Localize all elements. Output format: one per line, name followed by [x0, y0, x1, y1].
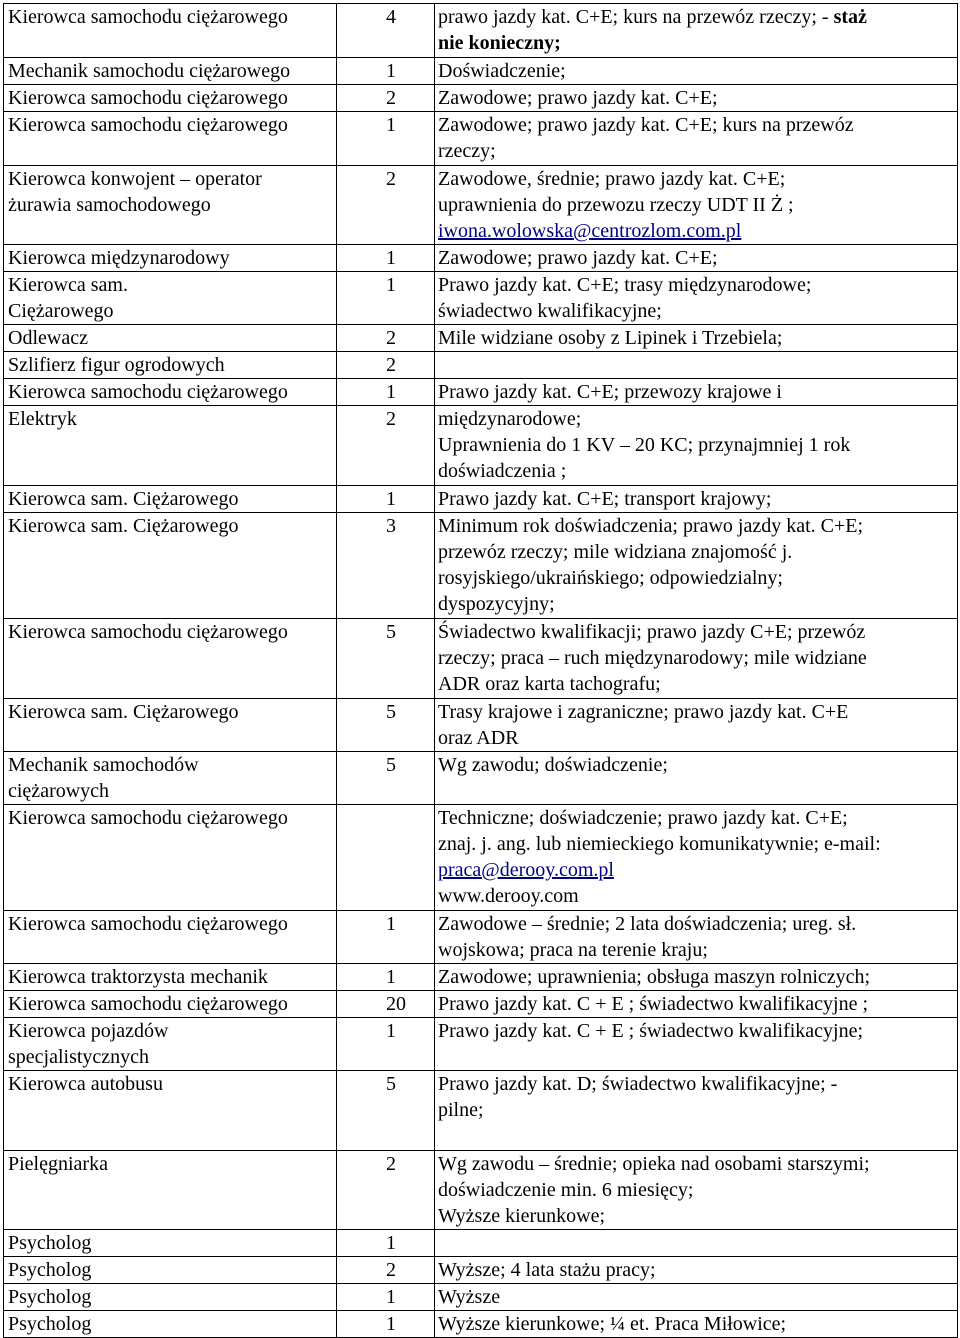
- table-row: [4, 513, 958, 619]
- table-row: [4, 911, 958, 964]
- requirement-line: Techniczne; doświadczenie; prawo jazdy kat. C+E;: [438, 807, 848, 829]
- position-count: 1: [386, 1232, 396, 1254]
- table-row: [4, 1230, 958, 1257]
- table-row: [4, 486, 958, 513]
- position-count-cell: [337, 1230, 435, 1257]
- job-title: Kierowca pojazdów: [8, 1020, 169, 1042]
- position-count: 3: [386, 515, 396, 537]
- requirements-cell: [435, 964, 958, 991]
- table-row: [4, 752, 958, 805]
- job-title-cell: [4, 1071, 337, 1151]
- position-count: 1: [386, 1313, 396, 1335]
- requirements-cell: [435, 991, 958, 1018]
- position-count-cell: [337, 1071, 435, 1151]
- table-row: [4, 85, 958, 112]
- table-row: [4, 352, 958, 379]
- requirement-line: Trasy krajowe i zagraniczne; prawo jazdy kat. C+E: [438, 701, 849, 723]
- requirements-cell: [435, 379, 958, 406]
- job-title: Pielęgniarka: [8, 1153, 108, 1175]
- job-title-cell: [4, 406, 337, 486]
- requirement-line: znaj. j. ang. lub niemieckiego komunikatywnie; e-mail:: [438, 833, 881, 855]
- requirements-cell: [435, 1284, 958, 1311]
- position-count-cell: [337, 991, 435, 1018]
- position-count: 2: [386, 1259, 396, 1281]
- position-count: 2: [386, 87, 396, 109]
- requirement-line: Zawodowe – średnie; 2 lata doświadczenia; ureg. sł.: [438, 913, 857, 935]
- table-row: [4, 406, 958, 486]
- requirement-line: międzynarodowe;: [438, 408, 582, 430]
- position-count-cell: [337, 1151, 435, 1230]
- job-title: Kierowca traktorzysta mechanik: [8, 966, 268, 988]
- requirement-line: oraz ADR: [438, 727, 519, 749]
- position-count: 2: [386, 1153, 396, 1175]
- position-count-cell: [337, 752, 435, 805]
- position-count-cell: [337, 4, 435, 58]
- table-row: [4, 245, 958, 272]
- job-title: Psycholog: [8, 1259, 92, 1281]
- job-offers-table: [3, 3, 958, 1338]
- requirement-line: rzeczy;: [438, 140, 496, 162]
- requirement-line: Prawo jazdy kat. C + E ; świadectwo kwalifikacyjne;: [438, 1020, 864, 1042]
- requirement-line: świadectwo kwalifikacyjne;: [438, 300, 662, 322]
- position-count: 2: [386, 408, 396, 430]
- position-count-cell: [337, 325, 435, 352]
- job-title: Kierowca samochodu ciężarowego: [8, 381, 288, 403]
- requirement-line: Prawo jazdy kat. C + E ; świadectwo kwalifikacyjne ;: [438, 993, 869, 1015]
- requirement-line: ADR oraz karta tachografu;: [438, 673, 661, 695]
- position-count: 1: [386, 381, 396, 403]
- job-title: Kierowca międzynarodowy: [8, 247, 230, 269]
- table-row: [4, 166, 958, 245]
- requirement-line: Zawodowe; prawo jazdy kat. C+E;: [438, 87, 718, 109]
- position-count-cell: [337, 85, 435, 112]
- table-row: [4, 112, 958, 166]
- requirement-line: rosyjskiego/ukraińskiego; odpowiedzialny;: [438, 567, 783, 589]
- job-title-cell: [4, 1311, 337, 1338]
- job-title: Kierowca samochodu ciężarowego: [8, 913, 288, 935]
- requirement-line: doświadczenia ;: [438, 460, 567, 482]
- position-count-cell: [337, 379, 435, 406]
- job-title-cell: [4, 85, 337, 112]
- requirement-line: Wyższe: [438, 1286, 501, 1308]
- position-count-cell: [337, 245, 435, 272]
- table-row: [4, 58, 958, 85]
- job-title-cell: [4, 4, 337, 58]
- table-row: [4, 1071, 958, 1151]
- requirements-cell: [435, 85, 958, 112]
- requirements-cell: [435, 245, 958, 272]
- requirements-cell: [435, 272, 958, 325]
- table-row: [4, 619, 958, 699]
- job-title-cell: [4, 699, 337, 752]
- requirement-line: Prawo jazdy kat. D; świadectwo kwalifikacyjne; -: [438, 1073, 838, 1095]
- requirement-line: wojskowa; praca na terenie kraju;: [438, 939, 708, 961]
- requirement-line: Prawo jazdy kat. C+E; przewozy krajowe i: [438, 381, 782, 403]
- position-count-cell: [337, 1311, 435, 1338]
- job-title: Kierowca sam.: [8, 274, 128, 296]
- job-title-cell: [4, 805, 337, 911]
- requirements-cell: [435, 911, 958, 964]
- table-row: [4, 379, 958, 406]
- position-count: 5: [386, 1073, 396, 1095]
- requirement-line: Uprawnienia do 1 KV – 20 KC; przynajmniej 1 rok: [438, 434, 851, 456]
- position-count: 1: [386, 913, 396, 935]
- requirements-cell: [435, 513, 958, 619]
- position-count: 1: [386, 247, 396, 269]
- requirement-line: Minimum rok doświadczenia; prawo jazdy kat. C+E;: [438, 515, 864, 537]
- position-count-cell: [337, 166, 435, 245]
- position-count-cell: [337, 964, 435, 991]
- table-row: [4, 964, 958, 991]
- job-title-cell: [4, 379, 337, 406]
- table-row: [4, 699, 958, 752]
- requirements-cell: [435, 699, 958, 752]
- job-title: Kierowca samochodu ciężarowego: [8, 87, 288, 109]
- job-title-cell: [4, 964, 337, 991]
- job-title-cell: [4, 911, 337, 964]
- position-count-cell: [337, 112, 435, 166]
- job-title: Psycholog: [8, 1232, 92, 1254]
- job-title: żurawia samochodowego: [8, 194, 211, 216]
- position-count: 1: [386, 60, 396, 82]
- requirement-line: Prawo jazdy kat. C+E; transport krajowy;: [438, 488, 772, 510]
- job-title-cell: [4, 486, 337, 513]
- position-count: 1: [386, 488, 396, 510]
- requirements-cell: [435, 752, 958, 805]
- job-title-cell: [4, 991, 337, 1018]
- job-title: Kierowca autobusu: [8, 1073, 163, 1095]
- requirement-line: Wyższe kierunkowe; ¼ et. Praca Miłowice;: [438, 1313, 787, 1335]
- table-row: [4, 991, 958, 1018]
- job-title-cell: [4, 1257, 337, 1284]
- job-title: Kierowca sam. Ciężarowego: [8, 701, 239, 723]
- job-title: Kierowca sam. Ciężarowego: [8, 488, 239, 510]
- position-count: 1: [386, 1020, 396, 1042]
- requirements-cell: [435, 1257, 958, 1284]
- position-count-cell: [337, 805, 435, 911]
- table-row: [4, 805, 958, 911]
- requirement-line: pilne;: [438, 1099, 484, 1121]
- position-count-cell: [337, 699, 435, 752]
- requirement-line: Wg zawodu – średnie; opieka nad osobami starszymi;: [438, 1153, 870, 1175]
- requirement-bold-text: staż: [833, 6, 867, 28]
- job-title: ciężarowych: [8, 780, 110, 802]
- job-title: Odlewacz: [8, 327, 88, 349]
- requirement-line: Wg zawodu; doświadczenie;: [438, 754, 668, 776]
- email-link[interactable]: praca@derooy.com.pl: [438, 859, 614, 881]
- requirements-cell: [435, 1311, 958, 1338]
- requirements-cell: [435, 1151, 958, 1230]
- requirement-line: doświadczenie min. 6 miesięcy;: [438, 1179, 694, 1201]
- position-count-cell: [337, 1257, 435, 1284]
- requirement-line: Wyższe kierunkowe;: [438, 1205, 606, 1227]
- requirement-line: Zawodowe; uprawnienia; obsługa maszyn rolniczych;: [438, 966, 871, 988]
- job-title-cell: [4, 1151, 337, 1230]
- website-text: www.derooy.com: [438, 885, 579, 907]
- job-title-cell: [4, 245, 337, 272]
- requirement-line: Prawo jazdy kat. C+E; trasy międzynarodowe;: [438, 274, 812, 296]
- job-title: Kierowca samochodu ciężarowego: [8, 807, 288, 829]
- requirements-cell: [435, 4, 958, 58]
- requirement-line: przewóz rzeczy; mile widziana znajomość j.: [438, 541, 793, 563]
- requirements-cell: [435, 1230, 958, 1257]
- email-link[interactable]: iwona.wolowska@centrozlom.com.pl: [438, 220, 742, 242]
- requirement-bold-text: nie konieczny;: [438, 32, 561, 54]
- job-title: Szlifierz figur ogrodowych: [8, 354, 225, 376]
- position-count: 1: [386, 274, 396, 296]
- job-title: Psycholog: [8, 1313, 92, 1335]
- position-count: 1: [386, 114, 396, 136]
- requirements-cell: [435, 486, 958, 513]
- job-title: Kierowca samochodu ciężarowego: [8, 621, 288, 643]
- position-count: 5: [386, 701, 396, 723]
- position-count: 2: [386, 354, 396, 376]
- job-title: Kierowca samochodu ciężarowego: [8, 114, 288, 136]
- table-row: [4, 1257, 958, 1284]
- job-title-cell: [4, 166, 337, 245]
- job-title: Psycholog: [8, 1286, 92, 1308]
- job-title: Kierowca konwojent – operator: [8, 168, 262, 190]
- job-title-cell: [4, 352, 337, 379]
- position-count-cell: [337, 352, 435, 379]
- job-title-cell: [4, 619, 337, 699]
- requirement-line: rzeczy; praca – ruch międzynarodowy; mile widziane: [438, 647, 867, 669]
- requirements-cell: [435, 58, 958, 85]
- requirement-line: Mile widziane osoby z Lipinek i Trzebiela;: [438, 327, 783, 349]
- requirements-cell: [435, 352, 958, 379]
- table-row: [4, 4, 958, 58]
- requirement-line: uprawnienia do przewozu rzeczy UDT II Ż ;: [438, 194, 794, 216]
- position-count-cell: [337, 619, 435, 699]
- job-title-cell: [4, 272, 337, 325]
- table-body: [4, 4, 958, 1338]
- requirements-cell: [435, 805, 958, 911]
- requirement-line: Zawodowe; prawo jazdy kat. C+E; kurs na przewóz: [438, 114, 854, 136]
- position-count-cell: [337, 911, 435, 964]
- requirements-cell: [435, 406, 958, 486]
- requirement-text: prawo jazdy kat. C+E; kurs na przewóz rzeczy; -: [438, 6, 834, 28]
- requirements-cell: [435, 1018, 958, 1071]
- job-title-cell: [4, 1284, 337, 1311]
- requirement-line: Doświadczenie;: [438, 60, 566, 82]
- requirements-cell: [435, 325, 958, 352]
- requirement-line: [438, 4, 951, 30]
- position-count: 2: [386, 168, 396, 190]
- position-count: 1: [386, 966, 396, 988]
- position-count: 5: [386, 621, 396, 643]
- requirements-cell: [435, 619, 958, 699]
- requirement-line: dyspozycyjny;: [438, 593, 555, 615]
- position-count-cell: [337, 272, 435, 325]
- table-row: [4, 1151, 958, 1230]
- position-count-cell: [337, 58, 435, 85]
- position-count-cell: [337, 1018, 435, 1071]
- position-count: 5: [386, 754, 396, 776]
- position-count-cell: [337, 1284, 435, 1311]
- job-title-cell: [4, 325, 337, 352]
- job-title: Kierowca sam. Ciężarowego: [8, 515, 239, 537]
- position-count-cell: [337, 486, 435, 513]
- job-title-cell: [4, 112, 337, 166]
- requirements-cell: [435, 1071, 958, 1151]
- table-row: [4, 272, 958, 325]
- job-title-cell: [4, 1018, 337, 1071]
- table-row: [4, 325, 958, 352]
- position-count: 4: [386, 6, 396, 28]
- requirement-line: Zawodowe; prawo jazdy kat. C+E;: [438, 247, 718, 269]
- table-row: [4, 1018, 958, 1071]
- job-title: Kierowca samochodu ciężarowego: [8, 993, 288, 1015]
- job-title: specjalistycznych: [8, 1046, 150, 1068]
- position-count-cell: [337, 406, 435, 486]
- table-row: [4, 1311, 958, 1338]
- job-offers-document: [3, 3, 957, 1338]
- requirement-line: Wyższe; 4 lata stażu pracy;: [438, 1259, 656, 1281]
- requirement-line: Świadectwo kwalifikacji; prawo jazdy C+E; przewóz: [438, 621, 866, 643]
- job-title: Elektryk: [8, 408, 77, 430]
- job-title: Kierowca samochodu ciężarowego: [8, 6, 288, 28]
- job-title-cell: [4, 752, 337, 805]
- position-count: 20: [386, 993, 406, 1015]
- job-title: Mechanik samochodów: [8, 754, 199, 776]
- job-title: Ciężarowego: [8, 300, 114, 322]
- job-title-cell: [4, 58, 337, 85]
- job-title: Mechanik samochodu ciężarowego: [8, 60, 291, 82]
- requirements-cell: [435, 166, 958, 245]
- requirements-cell: [435, 112, 958, 166]
- job-title-cell: [4, 513, 337, 619]
- position-count: 1: [386, 1286, 396, 1308]
- position-count: 2: [386, 327, 396, 349]
- position-count-cell: [337, 513, 435, 619]
- job-title-cell: [4, 1230, 337, 1257]
- table-row: [4, 1284, 958, 1311]
- requirement-line: Zawodowe, średnie; prawo jazdy kat. C+E;: [438, 168, 786, 190]
